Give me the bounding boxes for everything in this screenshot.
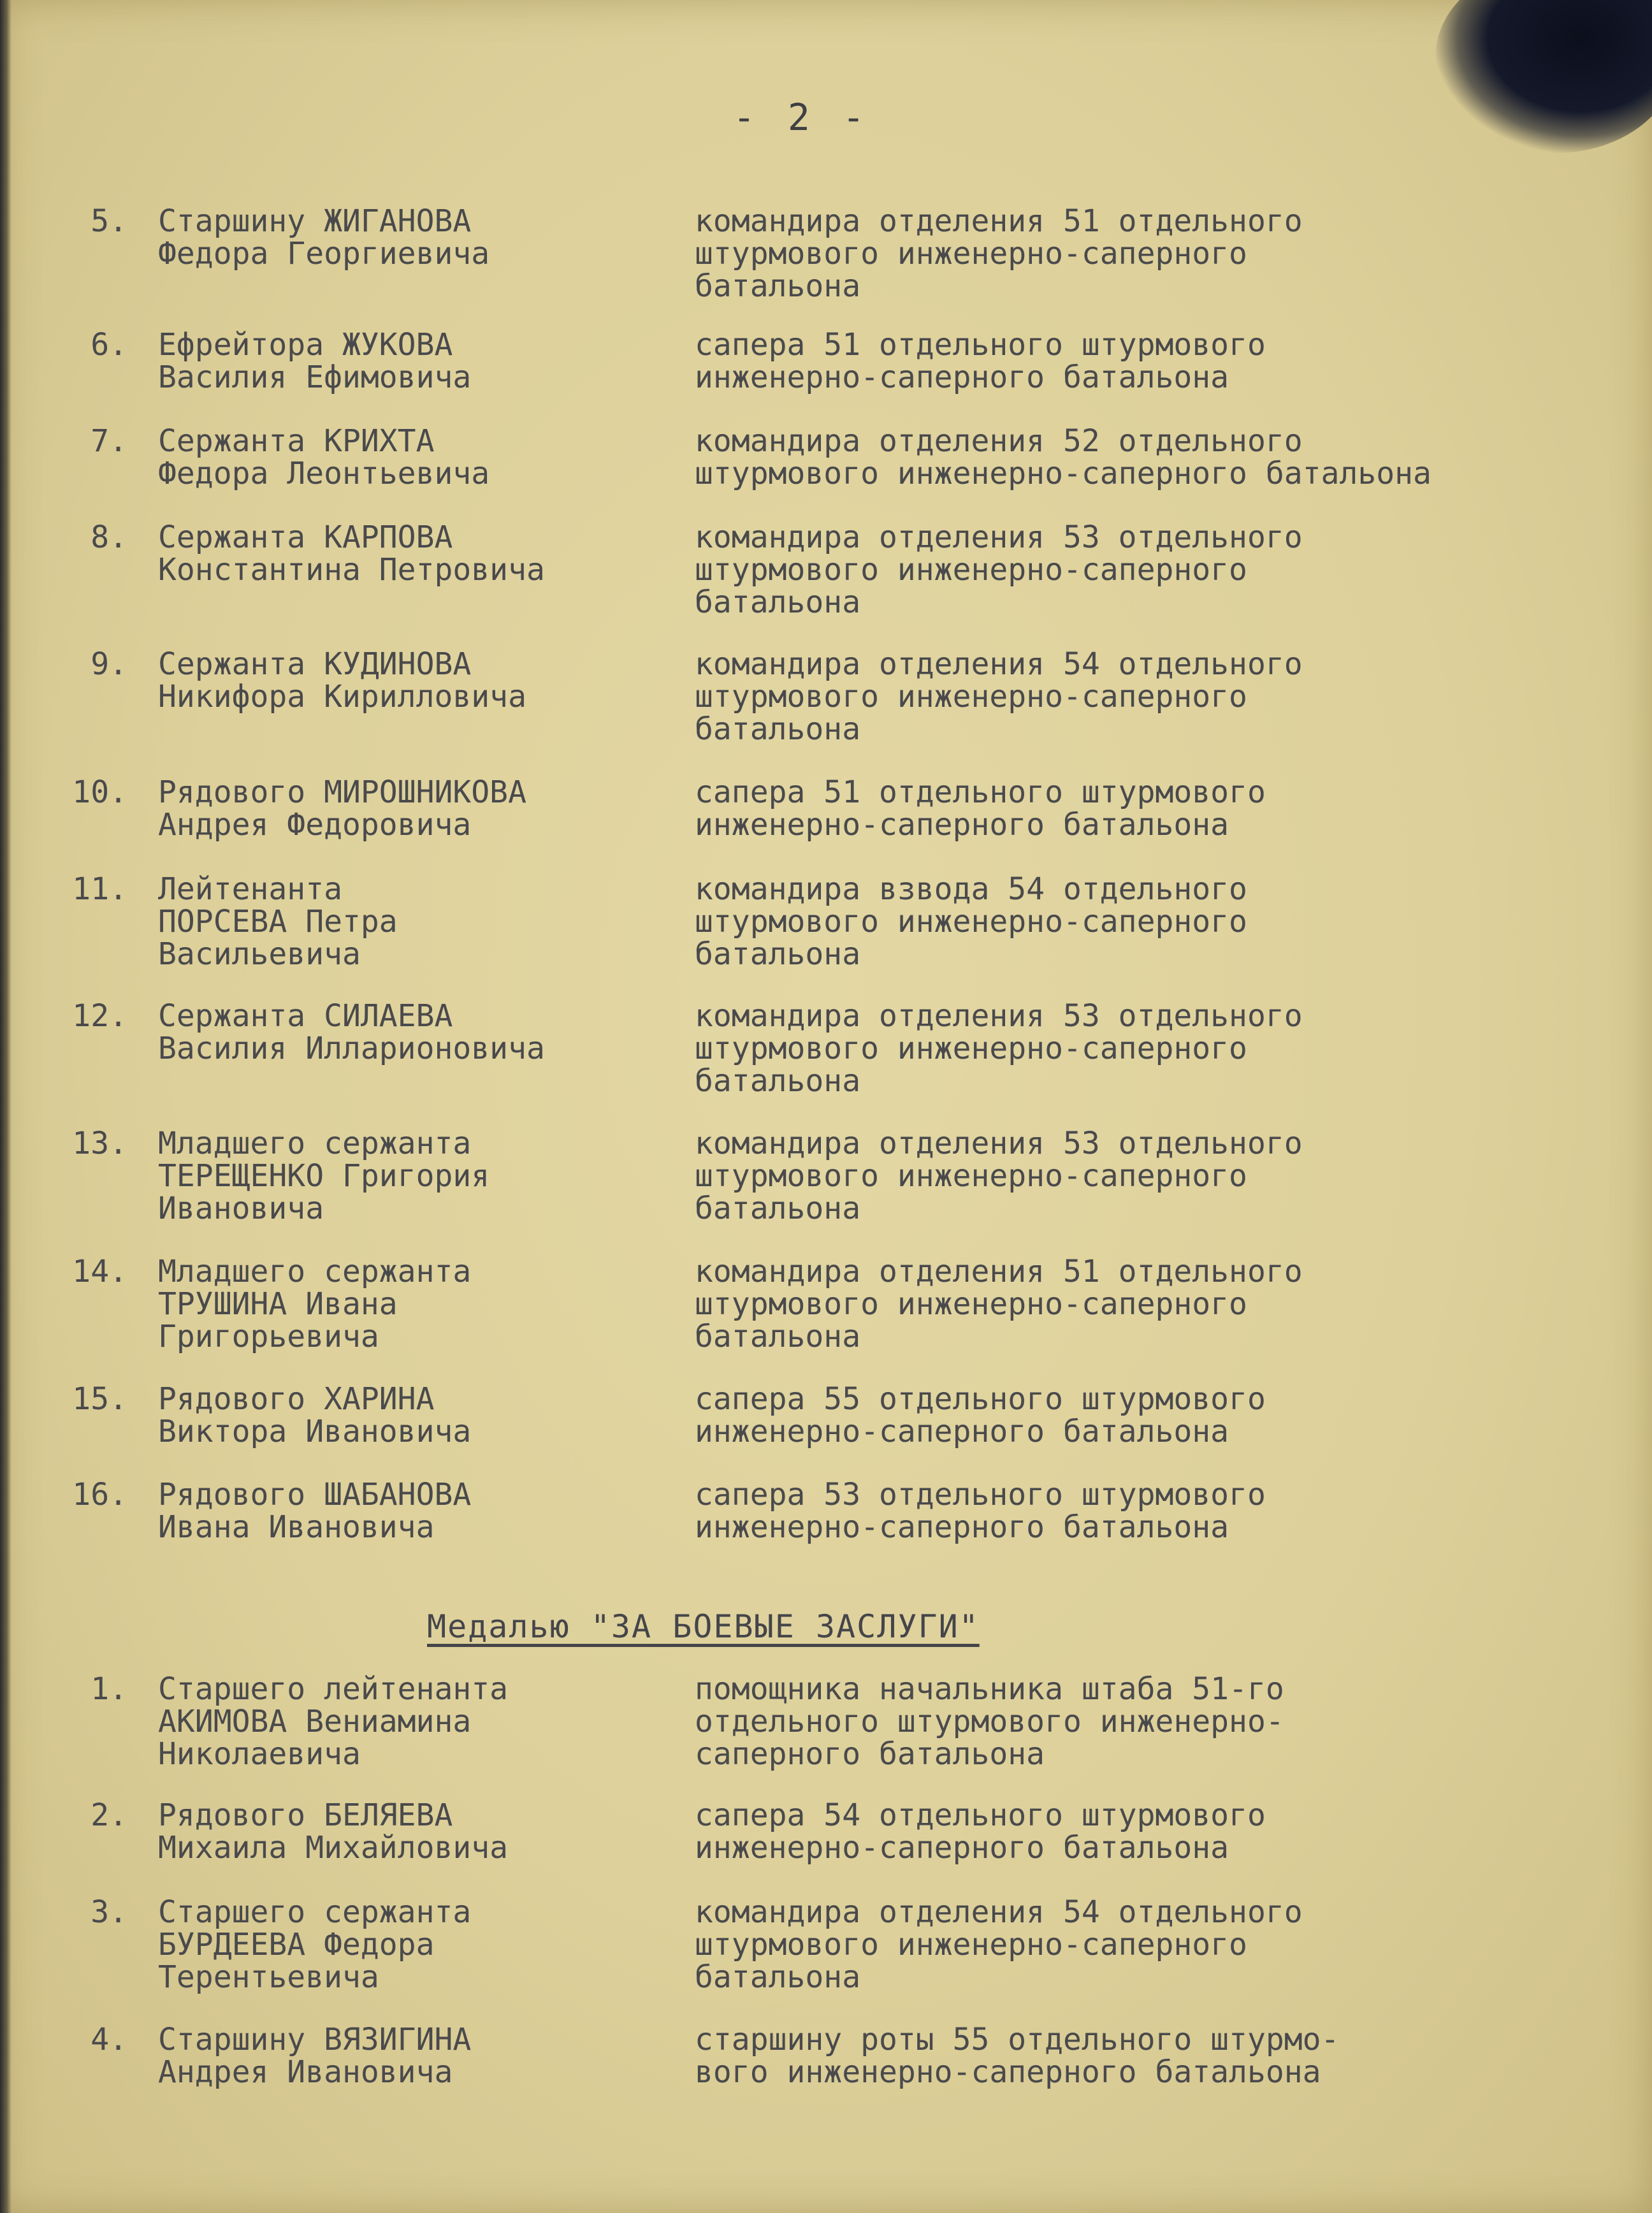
entry-number: 2. [91, 1797, 127, 1833]
recipient-name-line: Сержанта КУДИНОВА [158, 646, 472, 682]
recipient-position-line: батальона [695, 584, 861, 620]
recipient-name-line: ТЕРЕЩЕНКО Григория [158, 1158, 490, 1194]
recipient-position-line: штурмового инженерно-саперного батальона [695, 456, 1431, 491]
recipient-position-line: батальона [695, 1063, 861, 1099]
recipient-name-line: Ефрейтора ЖУКОВА [158, 327, 453, 363]
recipient-position-line: командира отделения 53 отдельного [695, 1126, 1303, 1161]
recipient-position [695, 1383, 1587, 1448]
recipient-position-line: командира отделения 52 отдельного [695, 423, 1303, 459]
recipient-position [695, 776, 1587, 841]
recipient-position-line: батальона [695, 1319, 861, 1354]
recipient-position-line: отдельного штурмового инженерно- [695, 1704, 1284, 1739]
entry-number: 10. [72, 774, 127, 810]
recipient-name-line: Старшего сержанта [158, 1894, 472, 1930]
recipient-name-line: ТРУШИНА Ивана [158, 1286, 398, 1322]
entry-number: 14. [72, 1254, 127, 1289]
recipient-name-line: Старшину ВЯЗИГИНА [158, 2022, 472, 2057]
recipient-name-line: Рядового БЕЛЯЕВА [158, 1797, 453, 1833]
recipient-name-line: Рядового ШАБАНОВА [158, 1477, 472, 1513]
recipient-name [158, 1256, 681, 1353]
recipient-name [158, 521, 681, 586]
recipient-position [695, 1673, 1587, 1771]
entry-number: 7. [91, 423, 127, 459]
recipient-name-line: Константина Петровича [158, 552, 545, 588]
recipient-position-line: командира отделения 54 отдельного [695, 1894, 1303, 1930]
recipient-name-line: БУРДЕЕВА Федора [158, 1927, 435, 1963]
recipient-name-line: Терентьевича [158, 1959, 379, 1995]
entry-number: 5. [91, 203, 127, 239]
entry-number: 15. [72, 1381, 127, 1417]
recipient-position [695, 425, 1587, 490]
recipient-name-line: Григорьевича [158, 1319, 379, 1354]
recipient-position [695, 2024, 1587, 2089]
recipient-name-line: Василия Илларионовича [158, 1031, 545, 1066]
recipient-position-line: инженерно-саперного батальона [695, 1414, 1229, 1449]
recipient-position-line: штурмового инженерно-саперного [695, 552, 1247, 588]
entry-number: 8. [91, 519, 127, 555]
entry-number: 4. [91, 2022, 127, 2057]
recipient-name-line: Сержанта КАРПОВА [158, 519, 453, 555]
recipient-name-line: Старшину ЖИГАНОВА [158, 203, 472, 239]
recipient-position-line: командира отделения 51 отдельного [695, 1254, 1303, 1289]
page-number: - 2 - [733, 96, 870, 139]
recipient-name-line: Михаила Михайловича [158, 1830, 509, 1866]
recipient-position-line: старшину роты 55 отдельного штурмо- [695, 2022, 1340, 2057]
recipient-position-line: батальона [695, 936, 861, 972]
recipient-name [158, 1673, 681, 1771]
recipient-position [695, 521, 1587, 619]
entry-number: 16. [72, 1477, 127, 1513]
recipient-position-line: штурмового инженерно-саперного [695, 1158, 1247, 1194]
recipient-position-line: сапера 53 отдельного штурмового [695, 1477, 1266, 1513]
recipient-position [695, 1799, 1587, 1864]
recipient-name-line: Василия Ефимовича [158, 359, 472, 395]
entry-number: 6. [91, 327, 127, 363]
recipient-position [695, 205, 1587, 303]
recipient-position [695, 1479, 1587, 1544]
recipient-position-line: инженерно-саперного батальона [695, 1830, 1229, 1866]
recipient-name [158, 1000, 681, 1065]
recipient-name-line: Младшего сержанта [158, 1126, 472, 1161]
recipient-name-line: Виктора Ивановича [158, 1414, 472, 1449]
recipient-position-line: инженерно-саперного батальона [695, 359, 1229, 395]
recipient-position-line: сапера 51 отдельного штурмового [695, 327, 1266, 363]
recipient-name-line: Младшего сержанта [158, 1254, 472, 1289]
recipient-name-line: ПОРСЕВА Петра [158, 904, 398, 940]
recipient-position [695, 1256, 1587, 1353]
recipient-name [158, 425, 681, 490]
recipient-position [695, 329, 1587, 394]
recipient-position-line: батальона [695, 268, 861, 304]
recipient-position [695, 1128, 1587, 1225]
recipient-position [695, 648, 1587, 746]
recipient-name-line: Федора Георгиевича [158, 236, 490, 272]
recipient-name [158, 648, 681, 713]
recipient-position-line: штурмового инженерно-саперного [695, 236, 1247, 272]
recipient-position-line: командира отделения 53 отдельного [695, 998, 1303, 1034]
recipient-position-line: инженерно-саперного батальона [695, 807, 1229, 843]
recipient-name [158, 1128, 681, 1225]
recipient-name [158, 329, 681, 394]
recipient-position-line: сапера 55 отдельного штурмового [695, 1381, 1266, 1417]
recipient-position [695, 1000, 1587, 1098]
recipient-name-line: Николаевича [158, 1736, 361, 1772]
recipient-name [158, 205, 681, 270]
entry-number: 11. [72, 871, 127, 907]
recipient-name [158, 776, 681, 841]
entry-number: 1. [91, 1671, 127, 1707]
recipient-position-line: командира отделения 54 отдельного [695, 646, 1303, 682]
recipient-name-line: Федора Леонтьевича [158, 456, 490, 491]
recipient-position-line: саперного батальона [695, 1736, 1045, 1772]
recipient-position-line: батальона [695, 711, 861, 747]
recipient-position-line: сапера 51 отдельного штурмового [695, 774, 1266, 810]
recipient-name-line: Сержанта КРИХТА [158, 423, 435, 459]
recipient-name-line: Сержанта СИЛАЕВА [158, 998, 453, 1034]
recipient-position-line: батальона [695, 1959, 861, 1995]
recipient-name-line: Ивановича [158, 1191, 324, 1226]
recipient-name-line: Андрея Федоровича [158, 807, 472, 843]
recipient-position-line: штурмового инженерно-саперного [695, 1286, 1247, 1322]
recipient-name [158, 1479, 681, 1544]
recipient-position-line: помощника начальника штаба 51-го [695, 1671, 1284, 1707]
recipient-position-line: командира отделения 53 отдельного [695, 519, 1303, 555]
recipient-position-line: штурмового инженерно-саперного [695, 679, 1247, 715]
entry-number: 3. [91, 1894, 127, 1930]
recipient-name [158, 1896, 681, 1994]
recipient-position-line: штурмового инженерно-саперного [695, 1031, 1247, 1066]
recipient-position [695, 873, 1587, 971]
recipient-name-line: Рядового ХАРИНА [158, 1381, 435, 1417]
section-title-medal: Медалью "ЗА БОЕВЫЕ ЗАСЛУГИ" [427, 1608, 980, 1645]
recipient-name [158, 873, 681, 971]
recipient-position [695, 1896, 1587, 1994]
recipient-name-line: Ивана Ивановича [158, 1509, 435, 1545]
recipient-name-line: АКИМОВА Вениамина [158, 1704, 472, 1739]
recipient-position-line: штурмового инженерно-саперного [695, 904, 1247, 940]
entry-number: 13. [72, 1126, 127, 1161]
recipient-position-line: штурмового инженерно-саперного [695, 1927, 1247, 1963]
recipient-position-line: сапера 54 отдельного штурмового [695, 1797, 1266, 1833]
recipient-position-line: командира отделения 51 отдельного [695, 203, 1303, 239]
recipient-name-line: Лейтенанта [158, 871, 342, 907]
recipient-name-line: Андрея Ивановича [158, 2054, 453, 2090]
recipient-name-line: Васильевича [158, 936, 361, 972]
recipient-name [158, 1799, 681, 1864]
recipient-position-line: инженерно-саперного батальона [695, 1509, 1229, 1545]
ink-stain [1435, 0, 1652, 153]
recipient-name-line: Никифора Кирилловича [158, 679, 526, 715]
recipient-position-line: командира взвода 54 отдельного [695, 871, 1247, 907]
entry-number: 12. [72, 998, 127, 1034]
recipient-name-line: Рядового МИРОШНИКОВА [158, 774, 526, 810]
recipient-position-line: батальона [695, 1191, 861, 1226]
recipient-name-line: Старшего лейтенанта [158, 1671, 509, 1707]
recipient-name [158, 1383, 681, 1448]
recipient-position-line: вого инженерно-саперного батальона [695, 2054, 1321, 2090]
recipient-name [158, 2024, 681, 2089]
entry-number: 9. [91, 646, 127, 682]
